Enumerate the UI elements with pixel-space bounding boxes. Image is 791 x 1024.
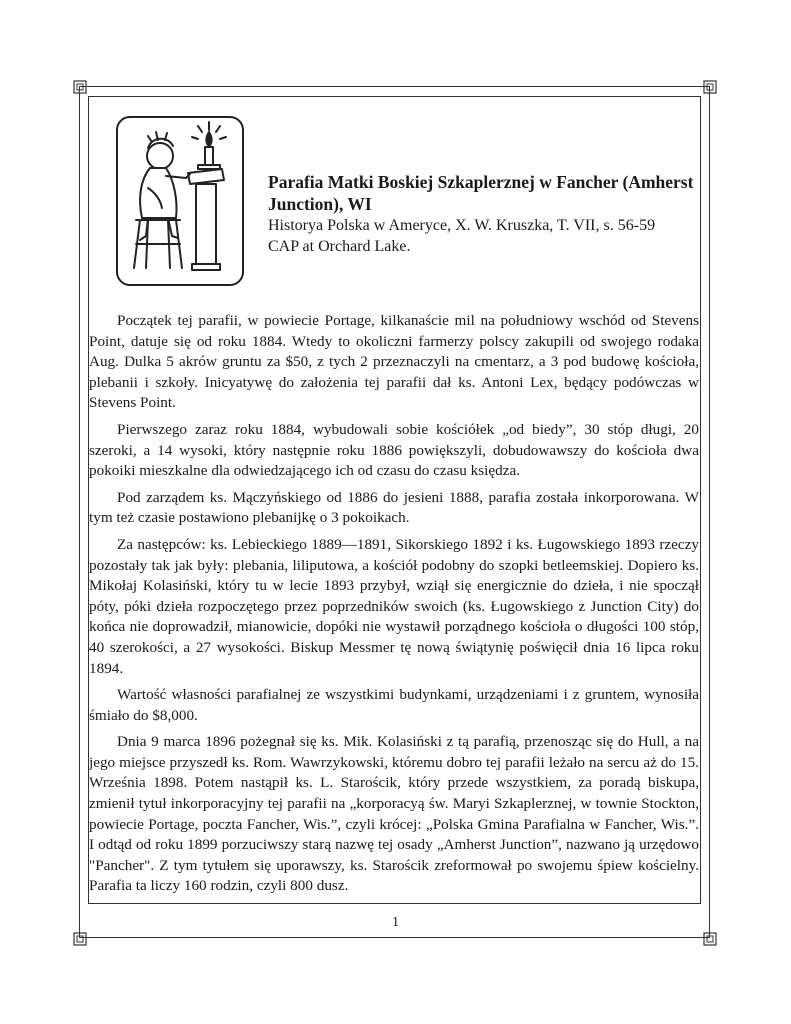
paragraph: Za następców: ks. Lebieckiego 1889—1891, Sikorskiego 1892 i ks. Ługowskiego 1893 rzeczy pozostały tak jak były: plebania, liliputowa, a kościół podobny do szopki betleemskiej. Dopiero ks. Mikołaj Kolasiński, który tu w lecie 1893 przybył, wziął się energicznie do dzieła, i nie spoczął póty, póki dzieła rozpoczętego przez poprzedników swoich (ks. Ługowskiego z Junction City) do końca nie doprowadził, mianowicie, dopóki nie wystawił porządnego kościoła o długości 100 stóp, 40 szerokości, a 27 wysokości. Biskup Messmer tę nową świątynię poświęcił dnia 16 lipca roku 1894.: [89, 535, 699, 677]
paragraph: Dnia 9 marca 1896 pożegnał się ks. Mik. Kolasiński z tą parafią, przenosząc się do Hull, a na jego miejsce przyszedł ks. Rom. Wawrzykowski, któremu dobro tej parafii leżało na sercu aż do 15. Września 1898. Potem nastąpił ks. L. Starościk, który przede wszystkiem, za poradą biskupa, zmienił tytuł inkorporacyjny tej parafii na „korporacyą św. Maryi Szkaplerznej, w townie Stockton, powiecie Portage, poczta Fancher, Wis.”, czyli krócej: „Polska Gmina Parafialna w Fancher, Wis.”. I odtąd od roku 1899 porzuciwszy starą nazwę tej osady „Amherst Junction”, nazwano ją urzędowo "Pancher". Z tym tytułem się uporawszy, ks. Starościk zreformował po swojemu śpiew kościelny. Parafia ta liczy 160 rodzin, czyli 800 dusz.: [89, 733, 699, 895]
paragraph: Wartość własności parafialnej ze wszystkimi budynkami, urządzeniami i z gruntem, wynosiła śmiało do $8,000.: [89, 686, 699, 724]
archive-note: CAP at Orchard Lake.: [268, 238, 411, 255]
child-writing-candle-illustration-icon: [118, 118, 242, 284]
paragraph: Pod zarządem ks. Mączyńskiego od 1886 do jesieni 1888, parafia została inkorporowana. W tym też czasie postawiono plebanijkę o 3 pokoikach.: [89, 488, 699, 527]
source-citation: Historya Polska w Ameryce, X. W. Kruszka, T. VII, s. 56-59: [268, 217, 656, 234]
corner-ornament-bottom-left: [73, 932, 87, 946]
header-illustration: [116, 116, 244, 286]
corner-ornament-bottom-right: [703, 932, 717, 946]
paragraph: Pierwszego zaraz roku 1884, wybudowali sobie kościółek „od biedy”, 30 stóp długi, 20 szeroki, a 14 wysoki, który następnie roku 1886 powiększyli, dobudowawszy do kościoła dwa pokoiki mieszkalne dla odwiedzającego ich od czasu do czasu księdza.: [89, 420, 699, 480]
article-body: [89, 311, 699, 903]
corner-ornament-top-right: [703, 80, 717, 94]
paragraph: Początek tej parafii, w powiecie Portage, kilkanaście mil na południowy wschód od Stevens Point, datuje się od roku 1884. Wtedy to okoliczni farmerzy polscy zakupili od swojego rodaka Aug. Dulka 5 akrów gruntu za $50, z tych 2 przeznaczyli na cmentarz, a 3 pod budowę kościoła, plebanii i szkoły. Inicyatywę do założenia tej parafii dał ks. Antoni Lex, będący podówczas w Stevens Point.: [89, 312, 699, 412]
document-title: Parafia Matki Boskiej Szkaplerznej w Fancher (Amherst Junction), WI: [268, 172, 694, 214]
page-number: 1: [392, 915, 399, 930]
header-text: [268, 171, 698, 257]
corner-ornament-top-left: [73, 80, 87, 94]
